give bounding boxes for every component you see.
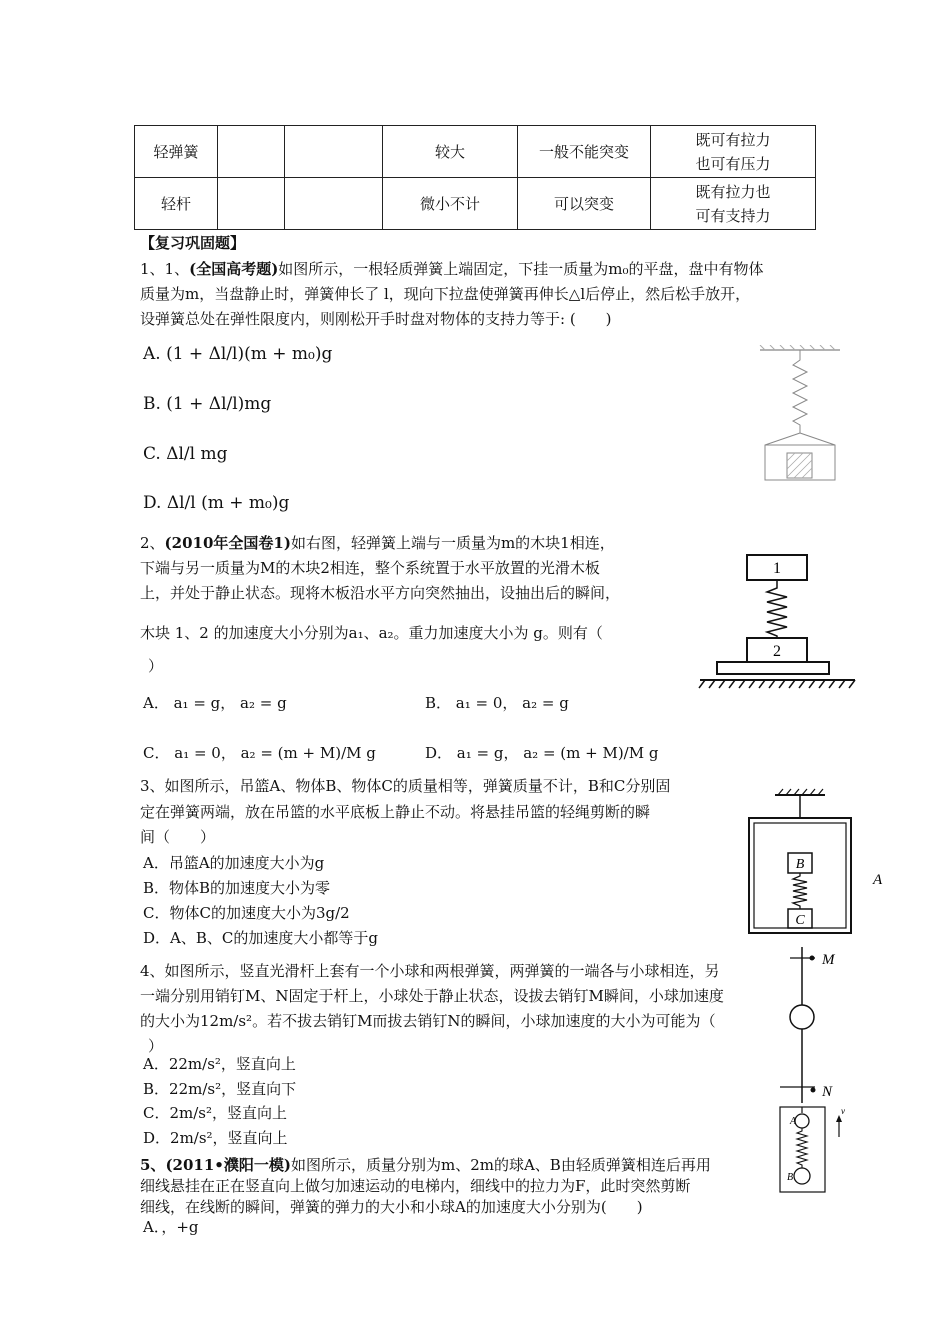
q1-line1 [140,258,764,280]
q4-option-b: B．22m/s²，竖直向下 [143,1080,297,1098]
pin-m-label: M [822,952,835,968]
q2-option-d: D． a₁ = g， a₂ = (m + M)/M g [425,744,659,762]
q4-option-a: A．22m/s²，竖直向上 [143,1055,296,1073]
q2-line4: 木块 1、2 的加速度大小分别为a₁、a₂。重力加速度大小为 g。则有（ [140,624,603,642]
q5-line1 [140,1154,711,1176]
cell-line: 可有支持力 [695,206,771,225]
q1-option-c: C. Δl/l mg [143,444,228,464]
table-cell [651,178,816,230]
q2-option-c: C． a₁ = 0， a₂ = (m + M)/M g [143,744,376,762]
elevator-balls-figure [775,1105,855,1195]
table-cell [285,178,383,230]
q5-line2: 细线悬挂在正在竖直向上做匀加速运动的电梯内，细线中的拉力为F，此时突然剪断 [140,1177,691,1195]
ball-a [795,1114,809,1128]
ball [790,1005,814,1029]
ball-b [794,1168,810,1184]
basket-label: A [873,872,883,888]
q2-option-a: A． a₁ = g， a₂ = g [143,694,287,712]
q1-line3: 设弹簧总处在弹性限度内，则刚松开手时盘对物体的支持力等于: ( ) [140,310,612,328]
q1-source: (全国高考题) [189,260,279,278]
q5-line4: A．，+g [143,1218,199,1236]
q1-option-d: D. Δl/l (m + m₀)g [143,493,290,513]
basket-figure [745,785,895,940]
q2-option-b: B． a₁ = 0， a₂ = g [425,694,569,712]
q5-source: (2011•濮阳一模) [165,1156,291,1174]
q4-line1: 4、如图所示，竖直光滑杆上套有一个小球和两根弹簧，两弹簧的一端各与小球相连，另 [140,962,720,980]
q1-prefix: 1、1、 [140,260,190,278]
q1-text: 如图所示，一根轻质弹簧上端固定，下挂一质量为m₀的平盘，盘中有物体 [278,260,764,278]
table-row [135,178,816,230]
block-b-label: B [795,857,805,872]
board [717,662,829,674]
q3-line1: 3、如图所示，吊篮A、物体B、物体C的质量相等，弹簧质量不计，B和C分别固 [140,777,671,795]
q3-option-c: C．物体C的加速度大小为3g/2 [143,904,350,922]
spring [797,1128,807,1168]
q2-source: (2010年全国卷1) [164,534,291,552]
q2-line5: ） [148,657,164,675]
q3-option-d: D．A、B、C的加速度大小都等于g [143,929,378,947]
block-c-label: C [795,913,805,928]
q4-option-c: C．2m/s²，竖直向上 [143,1104,288,1122]
ball-a-label: A [790,1116,797,1127]
q5-text: 如图所示，质量分别为m、2m的球A、B由轻质弹簧相连后再用 [290,1156,711,1174]
cell-line: 既可有拉力 [695,130,771,149]
section-title: 【复习巩固题】 [140,234,246,252]
q3-option-a: A．吊篮A的加速度大小为g [143,854,325,872]
q1-option-a: A. (1 + Δl/l)(m + m₀)g [143,344,333,364]
cell-line: 也可有压力 [695,154,771,173]
q4-line3: 的大小为12m/s²。若不拔去销钉M而拔去销钉N的瞬间，小球加速度的大小为可能为（ [140,1012,716,1030]
q2-prefix: 2、 [140,534,165,552]
pin-n-label: N [822,1084,833,1100]
block-2-label: 2 [773,643,781,660]
table-cell: 轻弹簧 [135,126,218,178]
table-row [135,126,816,178]
velocity-label: v [841,1106,845,1116]
q4-line2: 一端分别用销钉M、N固定于杆上，小球处于静止状态，设拔去销钉M瞬间，小球加速度 [140,987,724,1005]
spring-pan-figure [755,345,845,485]
q2-line2: 下端与另一质量为M的木块2相连，整个系统置于水平放置的光滑木板 [140,559,600,577]
q2-line3: 上，并处于静止状态。现将木板沿水平方向突然抽出，设抽出后的瞬间， [140,584,621,602]
q5-line3: 细线，在线断的瞬间，弹簧的弹力的大小和小球A的加速度大小分别为( ) [140,1198,643,1216]
two-blocks-figure [695,550,860,690]
block-1-label: 1 [773,560,781,577]
table-cell [651,126,816,178]
table-cell: 可以突变 [518,178,651,230]
spring [793,873,807,909]
q3-line2: 定在弹簧两端，放在吊篮的水平底板上静止不动。将悬挂吊篮的轻绳剪断的瞬 [140,803,651,821]
table-cell: 较大 [383,126,518,178]
properties-table [134,125,816,230]
q1-option-b: B. (1 + Δl/l)mg [143,394,272,414]
table-cell: 微小不计 [383,178,518,230]
q3-line3: 间（ ） [140,828,216,846]
spring [767,580,787,638]
ball-b-label: B [787,1172,794,1183]
q5-prefix: 5、 [140,1156,166,1174]
table-cell [285,126,383,178]
q3-option-b: B．物体B的加速度大小为零 [143,879,331,897]
table-cell [218,126,285,178]
q1-line2: 质量为m，当盘静止时，弹簧伸长了 l，现向下拉盘使弹簧再伸长△l后停止，然后松手放开， [140,285,751,303]
q4-option-d: D．2m/s²，竖直向上 [143,1129,288,1147]
q2-line1 [140,532,615,554]
cell-line: 既有拉力也 [695,182,771,201]
table-cell: 一般不能突变 [518,126,651,178]
table-cell [218,178,285,230]
table-cell: 轻杆 [135,178,218,230]
rod-ball-figure [775,945,845,1105]
q4-line4: ） [148,1037,164,1055]
q2-text: 如右图，轻弹簧上端与一质量为m的木块1相连， [290,534,615,552]
